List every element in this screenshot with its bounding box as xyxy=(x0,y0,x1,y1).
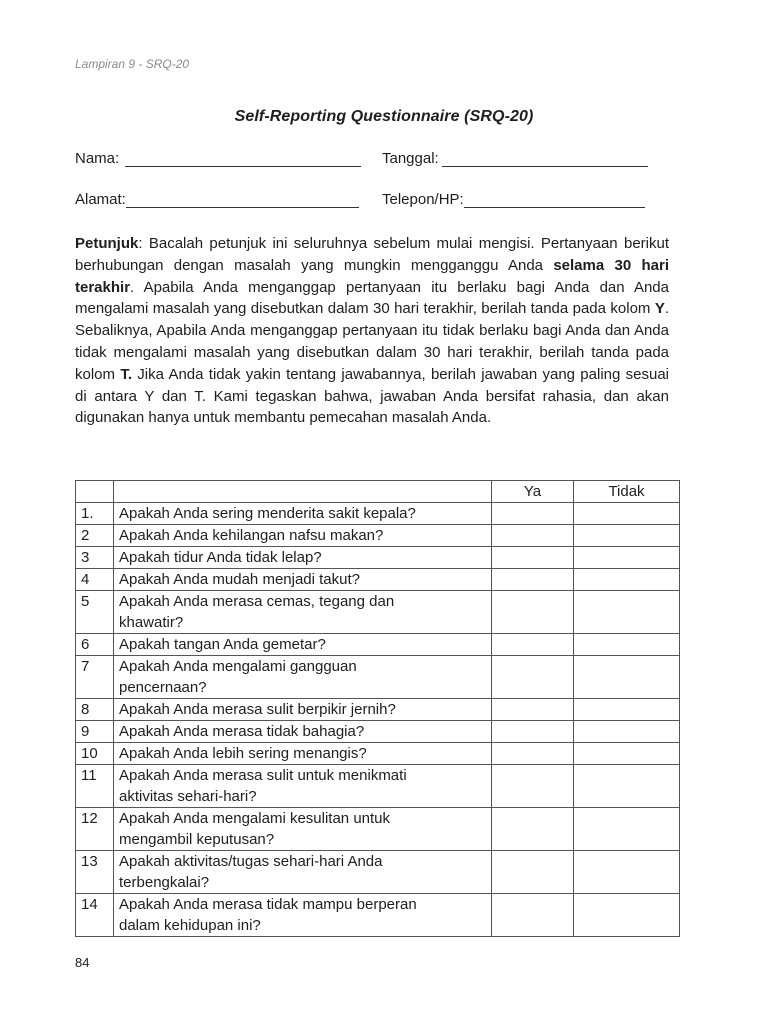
answer-no-cell[interactable] xyxy=(574,765,680,808)
answer-no-cell[interactable] xyxy=(574,591,680,634)
question-number: 9 xyxy=(76,721,114,743)
date-label: Tanggal: xyxy=(382,150,439,167)
answer-yes-cell[interactable] xyxy=(492,503,574,525)
instructions-text-4: Jika Anda tidak yakin tentang jawabannya, berilah jawaban yang paling sesuai di antara Y dan T. Kami tegaskan bahwa, jawaban Anda bersifat rahasia, dan akan digunakan hanya untuk membantu pemecahan masalah Anda. xyxy=(75,365,669,427)
question-line-1: Apakah Anda merasa tidak mampu berperan xyxy=(119,896,417,913)
header-num-cell xyxy=(76,481,114,503)
instructions-text-3: . Sebaliknya, Apabila Anda menganggap pertanyaan itu tidak berlaku bagi Anda dan Anda tidak mengalami masalah yang disebutkan dalam 30 hari terakhir, berilah tanda pada kolom xyxy=(75,300,669,383)
question-text xyxy=(114,743,492,765)
name-field[interactable] xyxy=(75,150,361,167)
question-line-2: terbengkalai? xyxy=(119,874,210,891)
instructions-lead: Petunjuk xyxy=(75,235,139,252)
table-row xyxy=(76,743,680,765)
question-text xyxy=(114,699,492,721)
question-text xyxy=(114,634,492,656)
table-row xyxy=(76,894,680,937)
question-line-1: Apakah aktivitas/tugas sehari-hari Anda xyxy=(119,853,383,870)
question-text xyxy=(114,894,492,937)
answer-yes-cell[interactable] xyxy=(492,634,574,656)
question-line-2: pencernaan? xyxy=(119,679,207,696)
question-text xyxy=(114,503,492,525)
phone-line[interactable] xyxy=(464,193,645,208)
header-yes: Ya xyxy=(492,481,574,503)
address-field[interactable] xyxy=(75,191,359,208)
answer-no-cell[interactable] xyxy=(574,851,680,894)
question-line-1: Apakah Anda merasa cemas, tegang dan xyxy=(119,593,395,610)
address-label: Alamat: xyxy=(75,191,126,208)
question-line-2: mengambil keputusan? xyxy=(119,831,275,848)
answer-no-cell[interactable] xyxy=(574,699,680,721)
table-row xyxy=(76,569,680,591)
answer-no-cell[interactable] xyxy=(574,525,680,547)
answer-yes-cell[interactable] xyxy=(492,547,574,569)
question-line-1: Apakah Anda sering menderita sakit kepala? xyxy=(119,505,416,522)
answer-no-cell[interactable] xyxy=(574,656,680,699)
answer-yes-cell[interactable] xyxy=(492,743,574,765)
table-row xyxy=(76,656,680,699)
answer-no-cell[interactable] xyxy=(574,743,680,765)
table-row xyxy=(76,634,680,656)
question-number: 10 xyxy=(76,743,114,765)
answer-yes-cell[interactable] xyxy=(492,699,574,721)
table-row xyxy=(76,721,680,743)
instructions-emphasis-y: Y xyxy=(654,300,665,318)
question-text xyxy=(114,808,492,851)
question-number: 4 xyxy=(76,569,114,591)
page-number: 84 xyxy=(75,955,90,970)
table-header-row xyxy=(76,481,680,503)
answer-yes-cell[interactable] xyxy=(492,721,574,743)
question-line-2: khawatir? xyxy=(119,614,184,631)
question-text xyxy=(114,525,492,547)
question-line-1: Apakah Anda merasa tidak bahagia? xyxy=(119,723,365,740)
table-row xyxy=(76,851,680,894)
answer-yes-cell[interactable] xyxy=(492,894,574,937)
question-line-1: Apakah Anda mengalami gangguan xyxy=(119,658,357,675)
question-number: 1. xyxy=(76,503,114,525)
table-row xyxy=(76,699,680,721)
answer-yes-cell[interactable] xyxy=(492,656,574,699)
question-text xyxy=(114,656,492,699)
table-row xyxy=(76,547,680,569)
question-number: 6 xyxy=(76,634,114,656)
table-row xyxy=(76,591,680,634)
address-line[interactable] xyxy=(126,193,359,208)
answer-no-cell[interactable] xyxy=(574,894,680,937)
question-line-1: Apakah Anda mengalami kesulitan untuk xyxy=(119,810,391,827)
question-line-1: Apakah Anda lebih sering menangis? xyxy=(119,745,367,762)
name-label: Nama: xyxy=(75,150,120,167)
instructions-emphasis-period: selama 30 hari terakhir xyxy=(75,256,669,296)
answer-yes-cell[interactable] xyxy=(492,591,574,634)
instructions-text-1: : Bacalah petunjuk ini seluruhnya sebelum mulai mengisi. Pertanyaan berikut berhubungan dengan masalah yang mungkin mengganggu Anda xyxy=(75,235,669,274)
question-line-1: Apakah Anda merasa sulit untuk menikmati xyxy=(119,767,407,784)
answer-no-cell[interactable] xyxy=(574,503,680,525)
table-row xyxy=(76,503,680,525)
answer-no-cell[interactable] xyxy=(574,547,680,569)
answer-yes-cell[interactable] xyxy=(492,569,574,591)
question-text xyxy=(114,851,492,894)
question-line-1: Apakah tangan Anda gemetar? xyxy=(119,636,326,653)
header-question-cell xyxy=(114,481,492,503)
question-number: 2 xyxy=(76,525,114,547)
instructions-paragraph xyxy=(75,233,669,429)
question-text xyxy=(114,569,492,591)
table-row xyxy=(76,808,680,851)
instructions-text-2: . Apabila Anda menganggap pertanyaan itu berlaku bagi Anda dan Anda mengalami masalah yang disebutkan dalam 30 hari terakhir, berilah tanda pada kolom xyxy=(75,278,669,318)
answer-no-cell[interactable] xyxy=(574,569,680,591)
question-number: 7 xyxy=(76,656,114,699)
answer-yes-cell[interactable] xyxy=(492,525,574,547)
answer-yes-cell[interactable] xyxy=(492,851,574,894)
address-phone-row xyxy=(75,191,675,211)
phone-field[interactable] xyxy=(382,191,645,208)
question-line-1: Apakah Anda merasa sulit berpikir jernih? xyxy=(119,701,396,718)
question-number: 12 xyxy=(76,808,114,851)
question-number: 14 xyxy=(76,894,114,937)
answer-yes-cell[interactable] xyxy=(492,808,574,851)
question-number: 5 xyxy=(76,591,114,634)
answer-no-cell[interactable] xyxy=(574,634,680,656)
name-date-row xyxy=(75,150,675,170)
question-line-2: dalam kehidupan ini? xyxy=(119,917,261,934)
answer-no-cell[interactable] xyxy=(574,808,680,851)
header-no: Tidak xyxy=(574,481,680,503)
date-line[interactable] xyxy=(442,152,648,167)
date-field[interactable] xyxy=(382,150,648,167)
question-line-1: Apakah Anda mudah menjadi takut? xyxy=(119,571,361,588)
name-line[interactable] xyxy=(125,152,361,167)
phone-label: Telepon/HP: xyxy=(382,191,464,208)
question-number: 3 xyxy=(76,547,114,569)
answer-no-cell[interactable] xyxy=(574,721,680,743)
questionnaire-body xyxy=(76,503,680,937)
question-line-1: Apakah tidur Anda tidak lelap? xyxy=(119,549,322,566)
question-text xyxy=(114,547,492,569)
question-number: 13 xyxy=(76,851,114,894)
question-text xyxy=(114,591,492,634)
question-line-2: aktivitas sehari-hari? xyxy=(119,788,257,805)
page-title: Self-Reporting Questionnaire (SRQ-20) xyxy=(234,108,534,125)
question-number: 8 xyxy=(76,699,114,721)
table-row xyxy=(76,525,680,547)
instructions-emphasis-t: T. xyxy=(120,365,132,383)
question-text xyxy=(114,721,492,743)
question-number: 11 xyxy=(76,765,114,808)
question-text xyxy=(114,765,492,808)
questionnaire-table xyxy=(75,480,680,937)
answer-yes-cell[interactable] xyxy=(492,765,574,808)
question-line-1: Apakah Anda kehilangan nafsu makan? xyxy=(119,527,384,544)
appendix-label: Lampiran 9 - SRQ-20 xyxy=(75,57,190,71)
table-row xyxy=(76,765,680,808)
